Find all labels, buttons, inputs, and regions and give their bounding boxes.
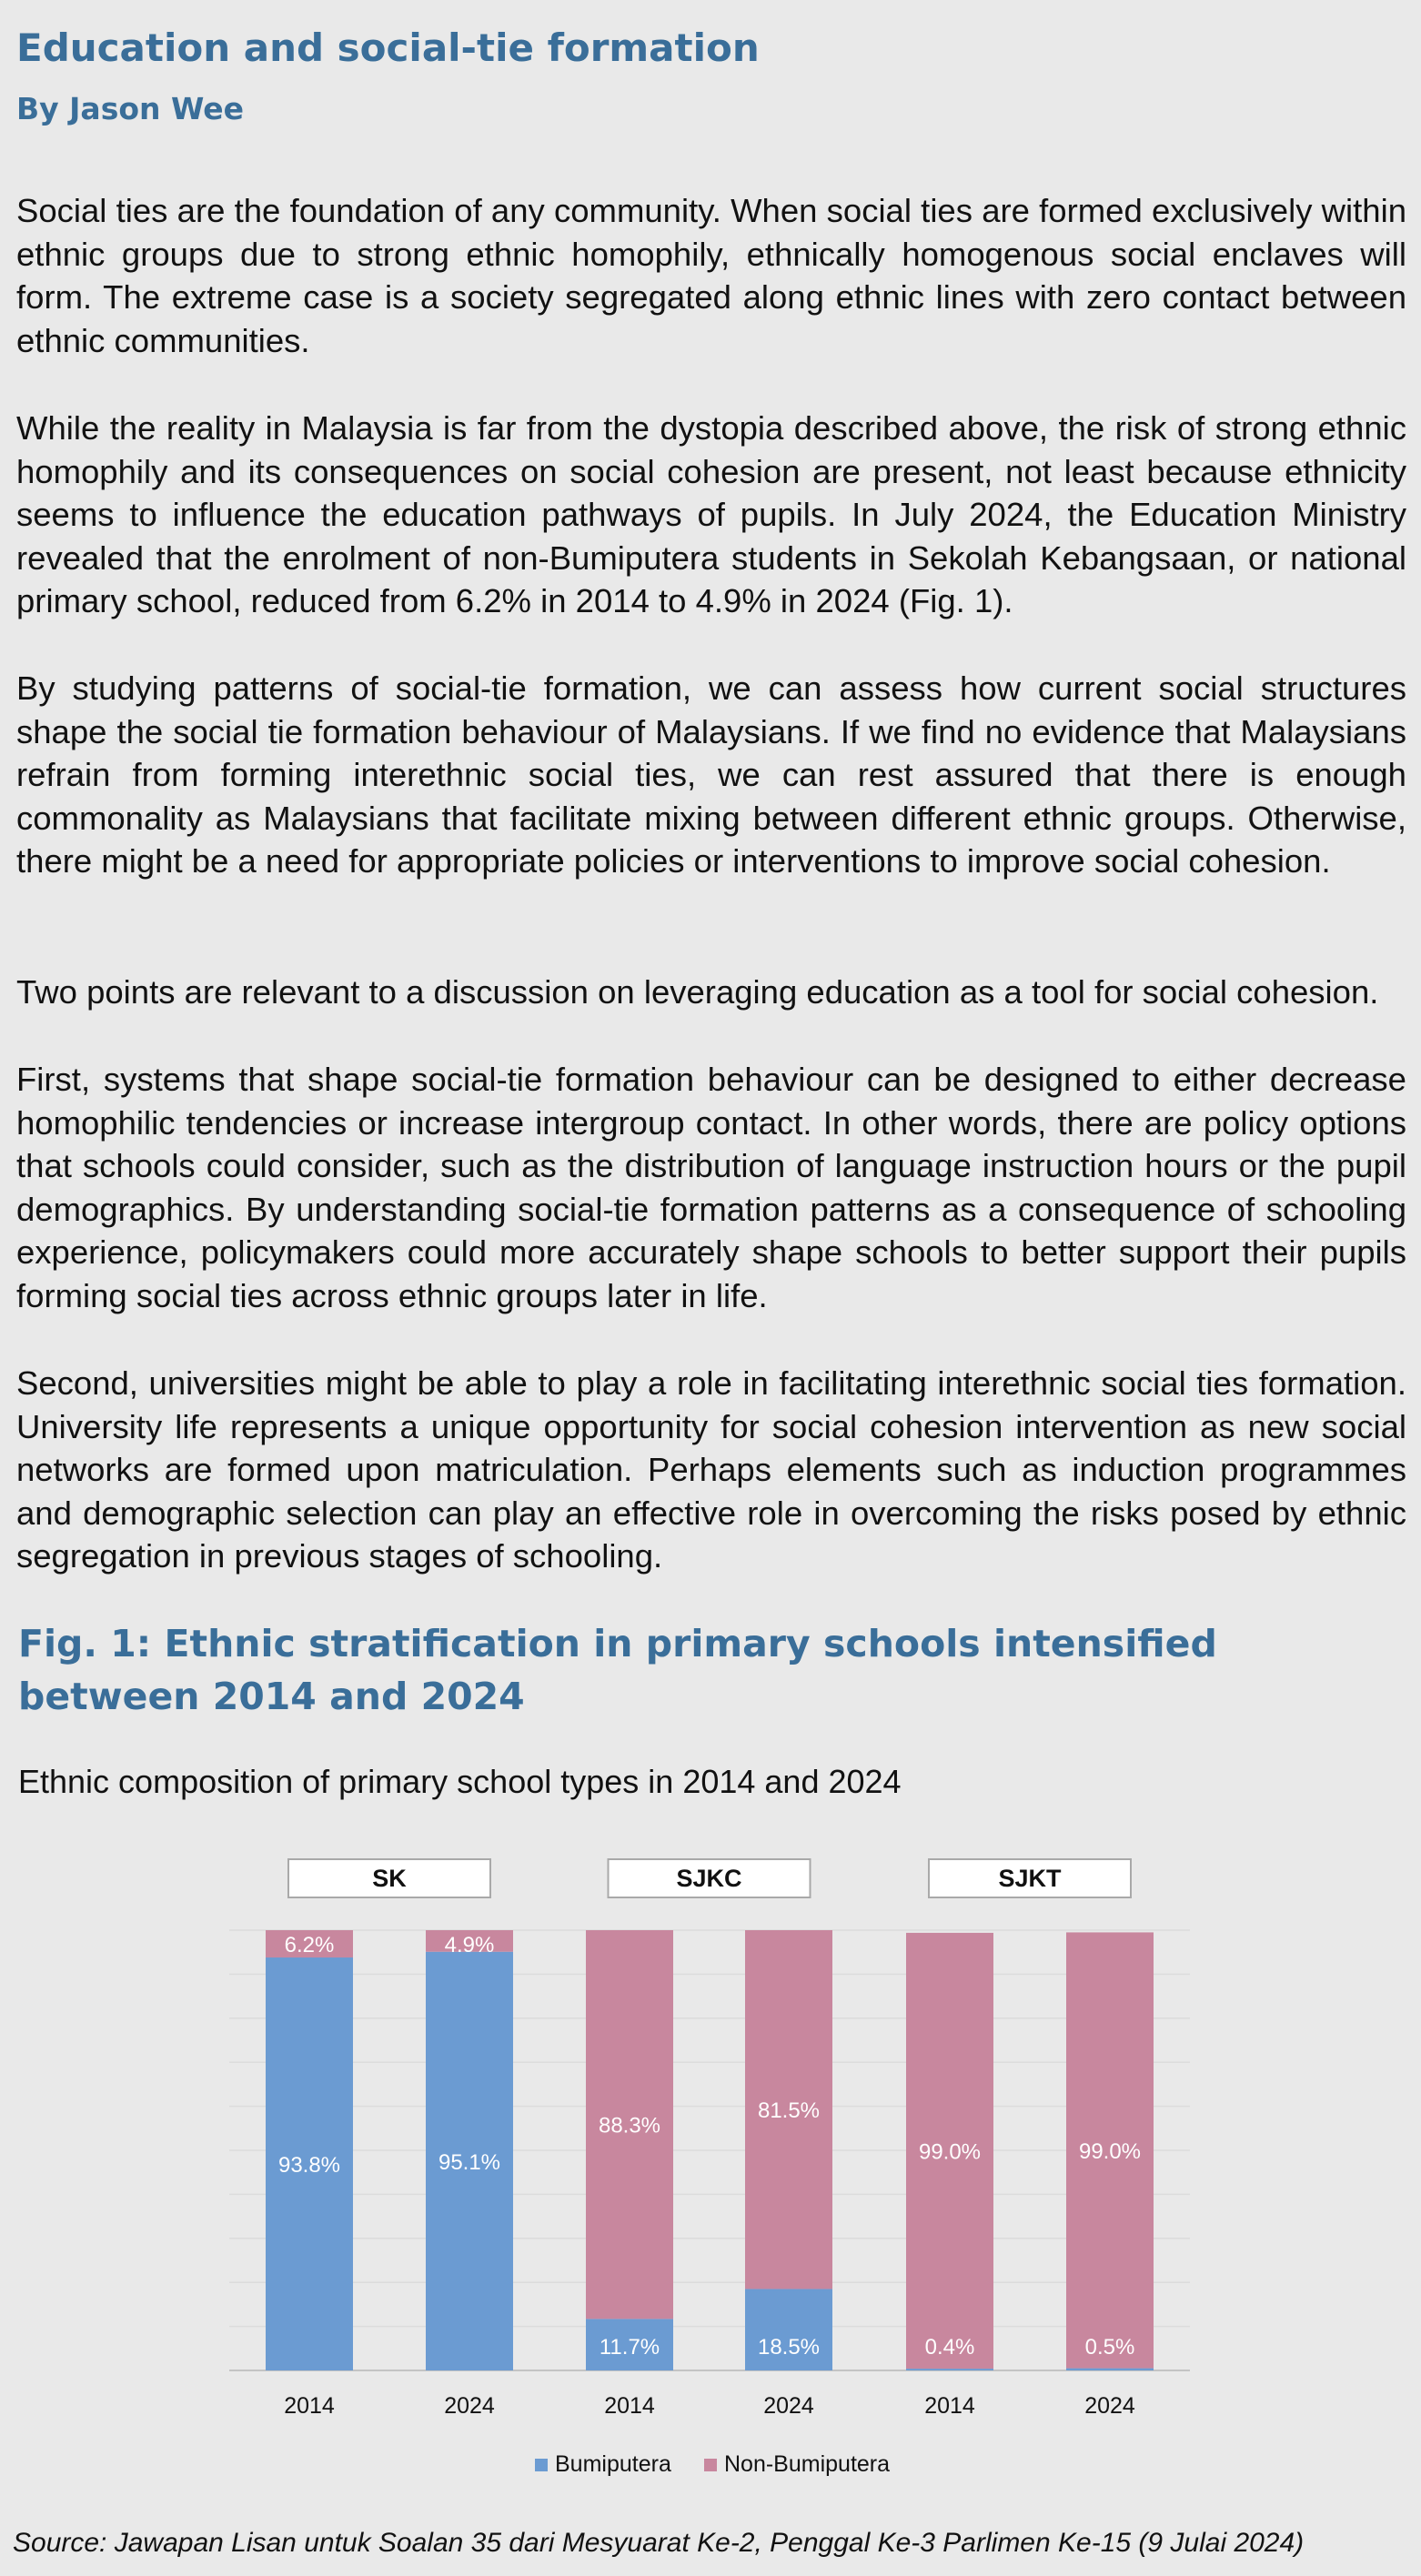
paragraph-2: While the reality in Malaysia is far from the dystopia described above, the risk of strong ethnic homophily and its consequences on social cohesion are present, not least because ethnicity seems to influence the education pathways of pupils. In July 2024, the Education Ministry revealed that the enrolment of non-Bumiputera students in Sekolah Kebangsaan, or national primary school, reduced from 6.2% in 2014 to 4.9% in 2024 (Fig. 1). [16, 409, 1406, 619]
stacked-bar-chart [0, 1837, 1421, 2511]
bar-segment [906, 2369, 993, 2370]
data-label: 11.7% [599, 2335, 660, 2360]
data-label: 18.5% [757, 2335, 821, 2360]
legend-swatch [535, 2459, 548, 2471]
x-tick-label: 2014 [604, 2393, 655, 2419]
paragraph-1: Social ties are the foundation of any community. When social ties are formed exclusively within ethnic groups due to strong ethnic homophily, ethnically homogenous social enclaves will form. The extreme case is a society segregated along ethnic lines with zero contact between ethnic communities. [16, 192, 1406, 359]
bar-segment [1066, 2369, 1154, 2370]
x-tick-label: 2024 [763, 2393, 814, 2419]
paragraph-3: By studying patterns of social-tie formation, we can assess how current social structures shape the social tie formation behaviour of Malaysians. If we find no evidence that Malaysians refrain from forming interethnic social ties, we can rest assured that there is enough commonality as Malaysians that facilitate mixing between different ethnic groups. Otherwise, there might be a need for appropriate policies or interventions to improve social cohesion. [16, 669, 1406, 880]
figure-subtitle: Ethnic composition of primary school types in 2014 and 2024 [18, 1763, 902, 1800]
paragraph-4: Two points are relevant to a discussion on leveraging education as a tool for social cohesion. [16, 973, 1379, 1011]
group-header-label: SJKT [998, 1865, 1062, 1892]
legend-label: Non-Bumiputera [724, 2451, 891, 2477]
data-label: 99.0% [1078, 2139, 1142, 2164]
data-label: 6.2% [284, 1933, 335, 1957]
group-header-label: SK [372, 1865, 407, 1892]
x-tick-label: 2024 [444, 2393, 495, 2419]
paragraph-6: Second, universities might be able to play a role in facilitating interethnic social ties formation. University life represents a unique opportunity for social cohesion intervention as new social networks are formed upon matriculation. Perhaps elements such as induction programmes and demographic selection can play an effective role in overcoming the risks posed by ethnic segregation in previous stages of schooling. [16, 1364, 1406, 1575]
data-label: 0.4% [924, 2335, 975, 2360]
article-byline: By Jason Wee [16, 91, 244, 126]
data-label: 0.5% [1084, 2335, 1135, 2360]
figure-title: Fig. 1: Ethnic stratification in primary schools intensified between 2014 and 2024 [18, 1622, 1217, 1718]
figure-source: Source: Jawapan Lisan untuk Soalan 35 dari Mesyuarat Ke-2, Penggal Ke-3 Parlimen Ke-15 (9 Julai 2024) [13, 2528, 1305, 2558]
x-tick-label: 2014 [924, 2393, 975, 2419]
x-tick-label: 2024 [1084, 2393, 1135, 2419]
data-label: 88.3% [598, 2113, 661, 2138]
data-label: 4.9% [444, 1933, 495, 1957]
data-label: 95.1% [438, 2149, 501, 2175]
data-label: 99.0% [918, 2139, 982, 2165]
legend-swatch [704, 2459, 717, 2471]
data-label: 81.5% [757, 2098, 821, 2124]
x-tick-label: 2014 [284, 2393, 335, 2419]
data-label: 93.8% [277, 2153, 341, 2179]
group-header-label: SJKC [676, 1865, 742, 1892]
paragraph-5: First, systems that shape social-tie formation behaviour can be designed to either decrease homophilic tendencies or increase intergroup contact. In other words, there are policy options that schools could consider, such as the distribution of language instruction hours or the pupil demographics. By understanding social-tie formation patterns as a consequence of schooling experience, policymakers could more accurately shape schools to better support their pupils forming social ties across ethnic groups later in life. [16, 1061, 1406, 1314]
article-title: Education and social-tie formation [16, 25, 760, 70]
legend-label: Bumiputera [555, 2451, 671, 2477]
